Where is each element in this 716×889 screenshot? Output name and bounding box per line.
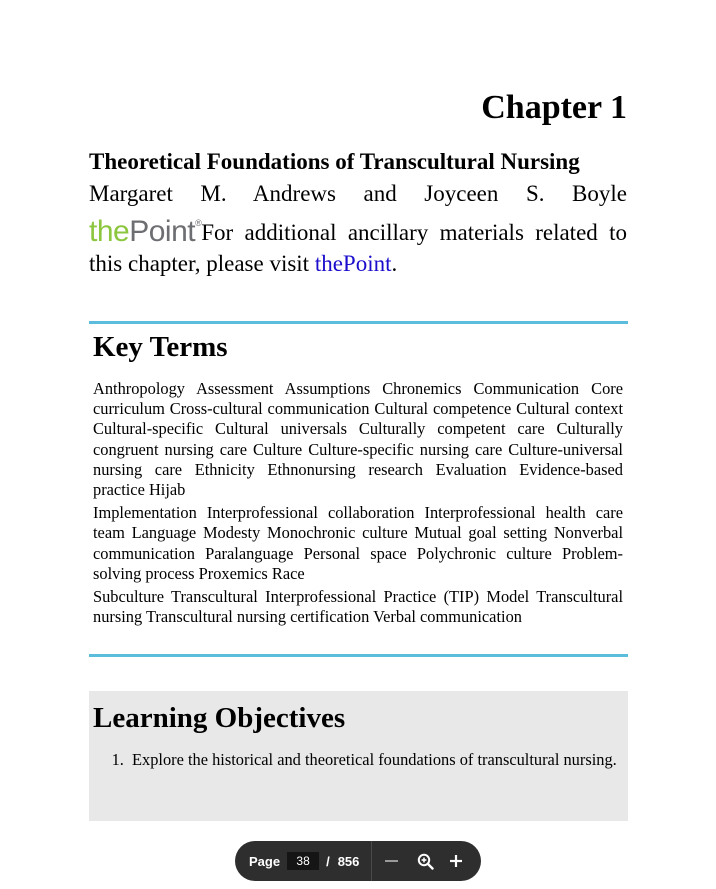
- objectives-list: [93, 750, 623, 771]
- learning-objectives-title: Learning Objectives: [93, 702, 346, 734]
- page-navigation-toolbar: [235, 841, 481, 881]
- thepoint-link[interactable]: thePoint: [314, 251, 392, 276]
- zoom-icon[interactable]: [416, 851, 434, 871]
- toolbar-divider: [371, 841, 372, 881]
- chapter-title: Chapter 1: [481, 89, 627, 126]
- page-separator: /: [326, 853, 330, 869]
- zoom-out-icon[interactable]: [382, 851, 400, 871]
- key-terms-paragraph: Implementation Interprofessional collaboration Interprofessional health care team Language Modesty Monochronic culture Mutual goal setting Nonverbal communication Paralanguage Personal space Polychronic culture Problem-solving process Proxemics Race: [93, 503, 623, 583]
- ancillary-text: For additional ancillary materials related to this chapter, please visit: [89, 220, 627, 276]
- ancillary-end: .: [391, 251, 398, 276]
- key-terms-list: [93, 379, 623, 627]
- key-terms-paragraph: Subculture Transcultural Interprofessional Practice (TIP) Model Transcultural nursing Transcultural nursing certification Verbal communication: [93, 587, 623, 627]
- ancillary-note: [89, 210, 627, 279]
- learning-objectives-box: [89, 691, 628, 821]
- zoom-in-icon[interactable]: [448, 851, 464, 871]
- page-number-input[interactable]: [287, 852, 319, 870]
- key-terms-paragraph: Anthropology Assessment Assumptions Chronemics Communication Core curriculum Cross-cultural communication Cultural competence Cultural context Cultural-specific Cultural universals Culturally competent care Culturally congruent nursing care Culture Culture-specific nursing care Culture-universal nursing care Ethnicity Ethnonursing research Evaluation Evidence-based practice Hijab: [93, 379, 623, 500]
- objective-item: 1. Explore the historical and theoretical foundations of transcultural nursing.: [128, 750, 623, 771]
- key-terms-box: [89, 321, 628, 657]
- page-label: Page: [249, 853, 281, 869]
- chapter-header: [89, 146, 627, 279]
- page-total: 856: [337, 853, 360, 869]
- key-terms-title: Key Terms: [93, 331, 228, 363]
- chapter-authors: Margaret M. Andrews and Joyceen S. Boyle: [89, 181, 627, 206]
- chapter-subtitle: Theoretical Foundations of Transcultural Nursing: [89, 149, 580, 174]
- thepoint-logo: thePoint®: [89, 215, 202, 248]
